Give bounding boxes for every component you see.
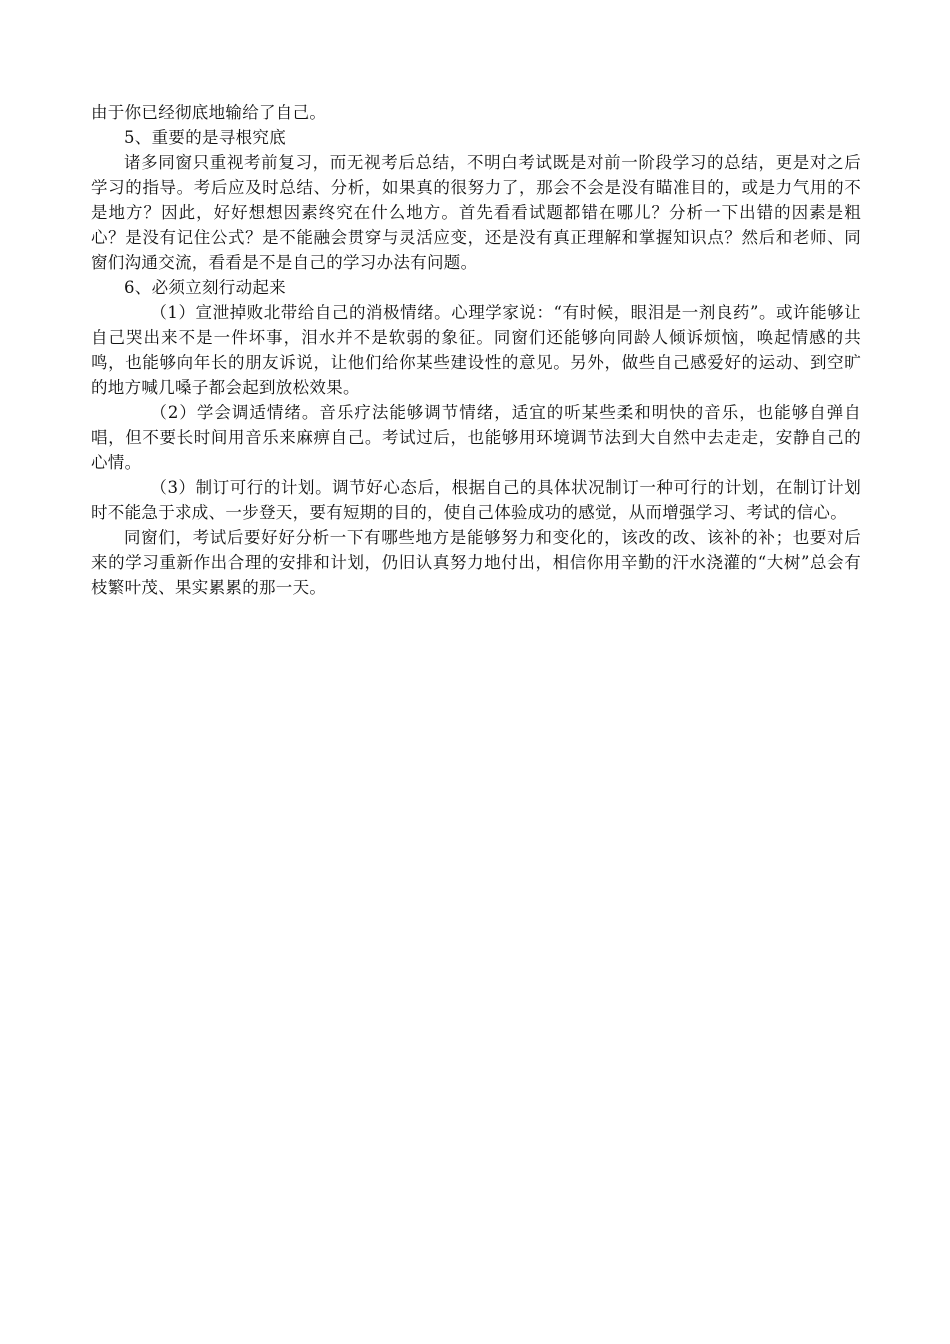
document-body <box>91 100 861 600</box>
paragraph-point-2: （2）学会调适情绪。音乐疗法能够调节情绪，适宜的听某些柔和明快的音乐，也能够自弹自唱，但不要长时间用音乐来麻痹自己。考试过后，也能够用环境调节法到大自然中去走走，安静自己的心情。 <box>91 403 861 472</box>
paragraph-continuation: 由于你已经彻底地输给了自己。 <box>91 103 327 122</box>
section-heading-5: 5、重要的是寻根究底 <box>124 128 286 147</box>
section-heading-6: 6、必须立刻行动起来 <box>124 278 286 297</box>
paragraph-point-3: （3）制订可行的计划。调节好心态后，根据自己的具体状况制订一种可行的计划，在制订计划时不能急于求成、一步登天，要有短期的目的，使自己体验成功的感觉，从而增强学习、考试的信心。 <box>91 478 861 522</box>
paragraph-review-analysis: 诸多同窗只重视考前复习，而无视考后总结，不明白考试既是对前一阶段学习的总结，更是对之后学习的指导。考后应及时总结、分析，如果真的很努力了，那会不会是没有瞄准目的，或是力气用的不是地方？因此，好好想想因素终究在什么地方。首先看看试题都错在哪儿？分析一下出错的因素是粗心？是没有记住公式？是不能融会贯穿与灵活应变，还是没有真正理解和掌握知识点？然后和老师、同窗们沟通交流，看看是不是自己的学习办法有问题。 <box>91 153 861 272</box>
paragraph-conclusion: 同窗们，考试后要好好分析一下有哪些地方是能够努力和变化的，该改的改、该补的补；也要对后来的学习重新作出合理的安排和计划，仍旧认真努力地付出，相信你用辛勤的汗水浇灌的“大树”总会有枝繁叶茂、果实累累的那一天。 <box>91 528 861 597</box>
paragraph-point-1: （1）宣泄掉败北带给自己的消极情绪。心理学家说：“有时候，眼泪是一剂良药”。或许能够让自己哭出来不是一件坏事，泪水并不是软弱的象征。同窗们还能够向同龄人倾诉烦恼，唤起情感的共鸣，也能够向年长的朋友诉说，让他们给你某些建设性的意见。另外，做些自己感爱好的运动、到空旷的地方喊几嗓子都会起到放松效果。 <box>91 303 861 397</box>
